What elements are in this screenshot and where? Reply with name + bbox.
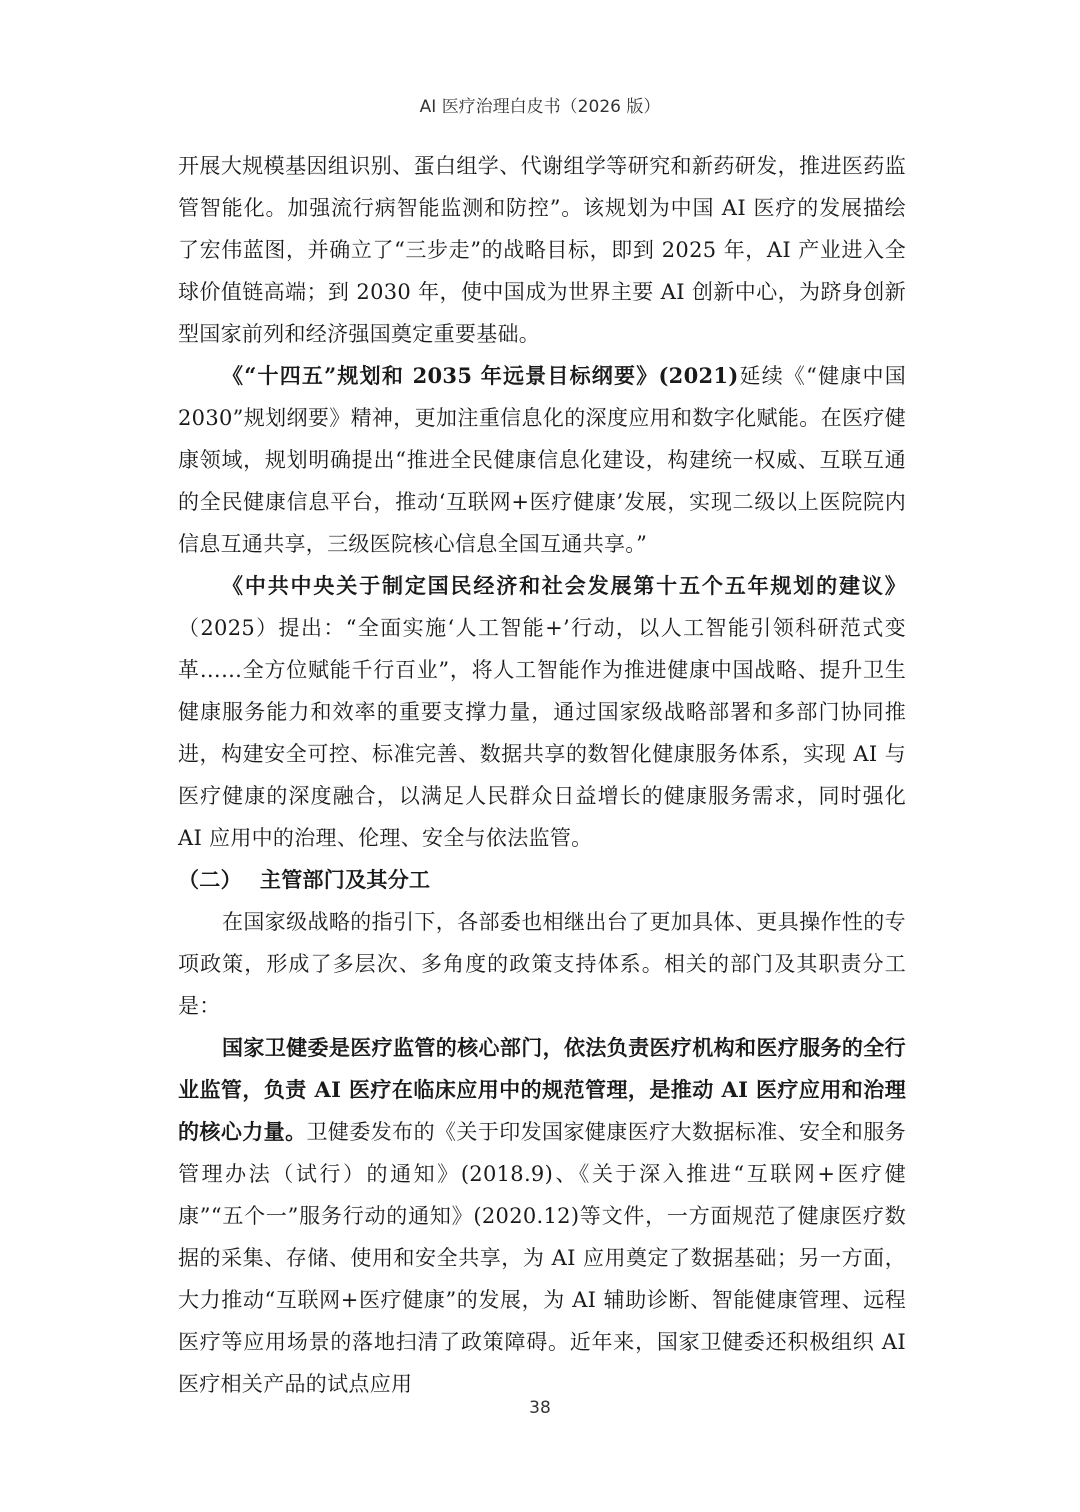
section-number: （二）: [178, 867, 242, 892]
nhc-role-statement: 国家卫健委是医疗监管的核心部门，依法负责医疗机构和医疗服务的全行业监管，负责 AI 医疗在临床应用中的规范管理，是推动 AI 医疗应用和治理的核心力量。: [178, 1035, 906, 1144]
paragraph-nhc-text: 卫健委发布的《关于印发国家健康医疗大数据标准、安全和服务管理办法（试行）的通知》(2018.9)、《关于深入推进“互联网+医疗健康”“五个一”服务行动的通知》(2020.12)等文件，一方面规范了健康医疗数据的采集、存储、使用和安全共享，为 AI 应用奠定了数据基础；另一方面，大力推动“互联网+医疗健康”的发展，为 AI 辅助诊断、智能健康管理、远程医疗等应用场景的落地扫清了政策障碍。近年来，国家卫健委还积极组织 AI 医疗相关产品的试点应用: [178, 1120, 906, 1396]
running-header: AI 医疗治理白皮书（2026 版）: [419, 97, 661, 117]
paragraph-nhc: [178, 1027, 906, 1405]
page-number: 38: [529, 1398, 551, 1418]
section-heading: [178, 859, 906, 901]
section-title: 主管部门及其分工: [259, 867, 431, 892]
paragraph-14th-five-year-plan-text: 延续《“健康中国 2030”规划纲要》精神，更加注重信息化的深度应用和数字化赋能。在医疗健康领域，规划明确提出“推进全民健康信息化建设，构建统一权威、互联互通的全民健康信息平台，推动‘互联网+医疗健康’发展，实现二级以上医院院内信息互通共享，三级医院核心信息全国互通共享。”: [178, 364, 907, 556]
document-title-14th-five-year-plan: 《“十四五”规划和 2035 年远景目标纲要》(2021): [222, 363, 739, 388]
paragraph-15th-five-year-proposal-text: （2025）提出：“全面实施‘人工智能+’行动，以人工智能引领科研范式变革……全方位赋能千行百业”，将人工智能作为推进健康中国战略、提升卫生健康服务能力和效率的重要支撑力量，通过国家级战略部署和多部门协同推进，构建安全可控、标准完善、数据共享的数智化健康服务体系，实现 AI 与医疗健康的深度融合，以满足人民群众日益增长的健康服务需求，同时强化 AI 应用中的治理、伦理、安全与依法监管。: [178, 616, 906, 850]
body-text: [178, 145, 906, 1405]
document-title-15th-five-year-proposal: 《中共中央关于制定国民经济和社会发展第十五个五年规划的建议》: [222, 573, 906, 598]
paragraph-15th-five-year-proposal: [178, 565, 906, 859]
paragraph-planning-continued: 开展大规模基因组识别、蛋白组学、代谢组学等研究和新药研发，推进医药监管智能化。加强流行病智能监测和防控”。该规划为中国 AI 医疗的发展描绘了宏伟蓝图，并确立了“三步走”的战略目标，即到 2025 年，AI 产业进入全球价值链高端；到 2030 年，使中国成为世界主要 AI 创新中心，为跻身创新型国家前列和经济强国奠定重要基础。: [178, 154, 906, 346]
paragraph-14th-five-year-plan: [178, 355, 906, 565]
paragraph-departments-intro: 在国家级战略的指引下，各部委也相继出台了更加具体、更具操作性的专项政策，形成了多层次、多角度的政策支持体系。相关的部门及其职责分工是：: [178, 910, 906, 1018]
